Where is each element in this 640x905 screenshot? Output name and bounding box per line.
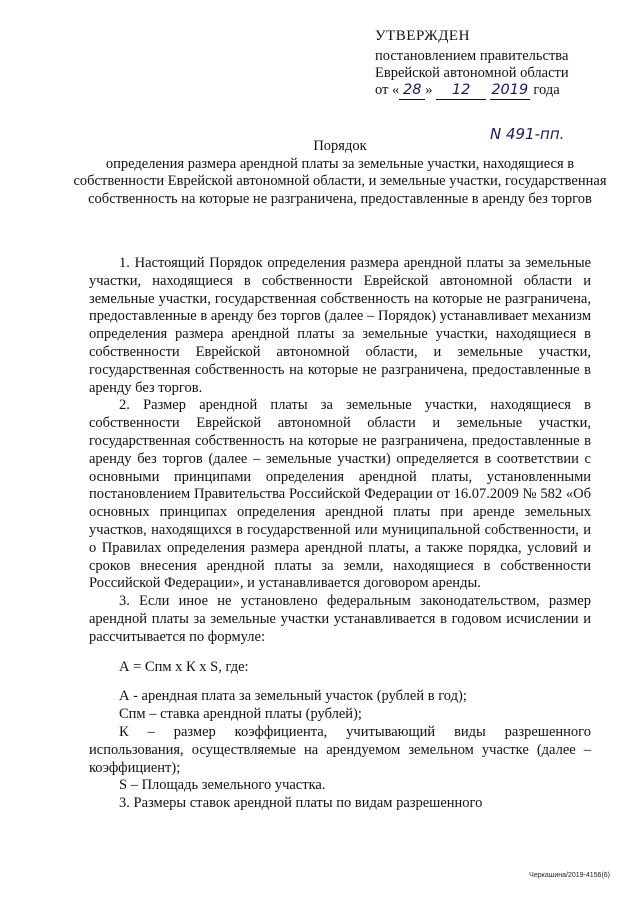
definition-k: К – размер коэффициента, учитывающий виды разрешенного использования, осуществляемые на арендуемом земельном участке (далее – коэффициент); — [89, 723, 591, 776]
definition-a: А - арендная плата за земельный участок (рублей в год); — [119, 688, 467, 705]
date-year: 2019 — [491, 82, 529, 98]
date-prefix: от « — [375, 82, 400, 98]
footer-code: Черкашина/2019-4156(6) — [529, 872, 610, 879]
date-mid: » — [425, 82, 433, 98]
paragraph-4: 3. Размеры ставок арендной платы по видам разрешенного — [119, 795, 483, 812]
approval-title: УТВЕРЖДЕН — [375, 28, 470, 44]
paragraph-2: 2. Размер арендной платы за земельные участки, находящиеся в собственности Еврейской автономной области и земельные участки, государственная собственность на которые не разграничена, предоставленные в аренду без торгов (далее – земельные участки) определяется в соответствии с основными принципами определения арендной платы, установленными постановлением Правительства Российской Федерации от 16.07.2009 № 582 «Об основных принципах определения арендной платы при аренде земельных участков, находящихся в государственной или муниципальной собственности, и о Правилах определения размера арендной платы, а также порядка, условий и сроков внесения арендной платы за земли, находящиеся в собственности Российской Федерации», и устанавливается договором аренды. — [89, 397, 591, 592]
formula: А = Спм х К х S, где: — [119, 658, 249, 675]
approval-line-2: Еврейской автономной области — [375, 65, 569, 81]
definition-s: S – Площадь земельного участка. — [119, 777, 326, 794]
date-day: 28 — [399, 82, 425, 100]
paragraph-1: 1. Настоящий Порядок определения размера арендной платы за земельные участки, находящиеся в собственности Еврейской автономной области и земельные участки, государственная собственность на которые не разграничена, предоставленные в аренду без торгов (далее – Порядок) устанавливает механизм определения размера арендной платы за земельные участки, находящиеся в собственности Еврейской автономной области, и земельные участки, государственная собственность на которые не разграничена, предоставленные в аренду без торгов. — [89, 255, 591, 396]
date-month: 12 — [436, 82, 486, 100]
date-suffix: года — [533, 82, 560, 98]
title-subtitle: определения размера арендной платы за земельные участки, находящиеся в собственности Еврейской автономной области, и земельные участки, государственная собственность на которые не разграничена, предоставленные в аренду без торгов — [73, 155, 607, 207]
decree-number: N 491-пп. — [490, 125, 565, 143]
paragraph-3: 3. Если иное не установлено федеральным законодательством, размер арендной платы за земельные участки устанавливается в годовом исчислении и рассчитывается по формуле: — [89, 593, 591, 645]
approval-line-1: постановлением правительства — [375, 48, 569, 64]
definition-spm: Спм – ставка арендной платы (рублей); — [119, 706, 362, 723]
document-title — [70, 138, 610, 208]
title-heading: Порядок — [313, 138, 367, 154]
approval-date-line — [375, 82, 615, 100]
approval-block — [375, 28, 615, 100]
document-body — [89, 255, 591, 813]
